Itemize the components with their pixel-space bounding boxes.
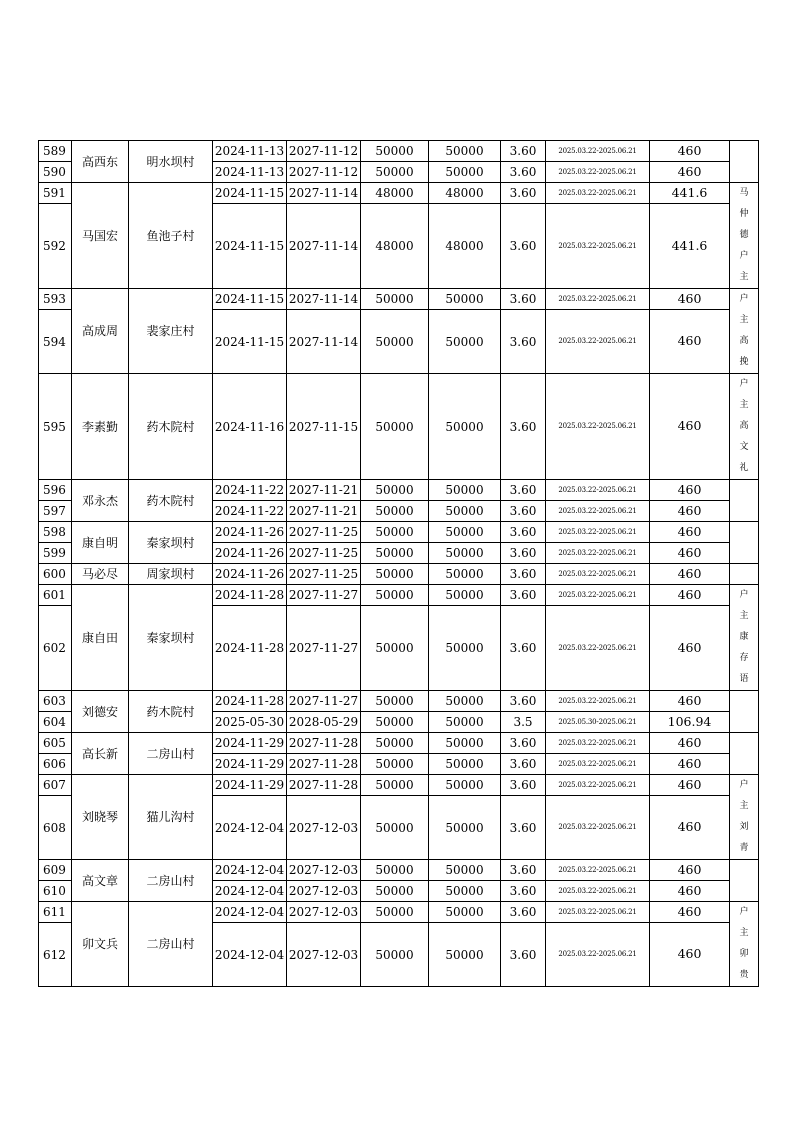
cell-rate: 3.5 xyxy=(501,712,546,733)
cell-number: 598 xyxy=(39,522,72,543)
note-char: 主 xyxy=(739,315,749,325)
note-char: 存 xyxy=(739,653,749,663)
cell-period: 2025.03.22-2025.06.21 xyxy=(546,860,650,881)
cell-note xyxy=(730,289,759,374)
cell-interest-amount: 441.6 xyxy=(650,183,730,204)
cell-interest-amount: 460 xyxy=(650,860,730,881)
cell-interest-amount: 460 xyxy=(650,501,730,522)
note-char: 高 xyxy=(739,336,749,346)
cell-period: 2025.03.22-2025.06.21 xyxy=(546,881,650,902)
cell-note xyxy=(730,522,759,564)
cell-note xyxy=(730,480,759,522)
cell-end-date: 2027-12-03 xyxy=(287,881,361,902)
cell-start-date: 2024-11-15 xyxy=(213,310,287,374)
cell-name: 卯文兵 xyxy=(72,902,129,987)
table-row xyxy=(39,564,759,585)
cell-village: 二房山村 xyxy=(129,902,213,987)
table-row xyxy=(39,480,759,501)
cell-loan-amount: 50000 xyxy=(361,141,429,162)
cell-note xyxy=(730,691,759,733)
cell-interest-amount: 460 xyxy=(650,733,730,754)
note-char: 户 xyxy=(739,590,749,600)
cell-period: 2025.03.22-2025.06.21 xyxy=(546,183,650,204)
cell-name: 高西东 xyxy=(72,141,129,183)
cell-start-date: 2024-11-22 xyxy=(213,501,287,522)
table-row xyxy=(39,733,759,754)
cell-loan-amount: 50000 xyxy=(361,881,429,902)
cell-loan-amount: 48000 xyxy=(361,183,429,204)
cell-end-date: 2027-11-27 xyxy=(287,691,361,712)
cell-number: 590 xyxy=(39,162,72,183)
cell-period: 2025.03.22-2025.06.21 xyxy=(546,691,650,712)
cell-interest-base: 50000 xyxy=(429,881,501,902)
cell-end-date: 2027-11-27 xyxy=(287,585,361,606)
cell-village: 二房山村 xyxy=(129,860,213,902)
cell-interest-amount: 460 xyxy=(650,564,730,585)
cell-village: 周家坝村 xyxy=(129,564,213,585)
cell-start-date: 2024-12-04 xyxy=(213,881,287,902)
cell-start-date: 2024-11-15 xyxy=(213,204,287,289)
cell-interest-base: 50000 xyxy=(429,310,501,374)
cell-name: 马国宏 xyxy=(72,183,129,289)
cell-interest-base: 50000 xyxy=(429,141,501,162)
cell-loan-amount: 50000 xyxy=(361,796,429,860)
cell-period: 2025.03.22-2025.06.21 xyxy=(546,606,650,691)
cell-interest-amount: 460 xyxy=(650,754,730,775)
cell-interest-base: 50000 xyxy=(429,754,501,775)
loan-interest-table xyxy=(38,140,759,987)
note-char: 户 xyxy=(739,907,749,917)
table-row xyxy=(39,289,759,310)
cell-interest-amount: 460 xyxy=(650,289,730,310)
cell-start-date: 2024-11-22 xyxy=(213,480,287,501)
note-char: 挽 xyxy=(739,357,749,367)
cell-end-date: 2027-11-21 xyxy=(287,501,361,522)
table-row xyxy=(39,585,759,606)
cell-end-date: 2027-12-03 xyxy=(287,902,361,923)
cell-interest-base: 50000 xyxy=(429,501,501,522)
note-char: 刘 xyxy=(739,822,749,832)
cell-interest-amount: 460 xyxy=(650,141,730,162)
note-char: 户 xyxy=(739,294,749,304)
cell-interest-amount: 460 xyxy=(650,480,730,501)
cell-interest-base: 50000 xyxy=(429,289,501,310)
note-char: 卯 xyxy=(739,949,749,959)
cell-interest-base: 50000 xyxy=(429,480,501,501)
cell-period: 2025.03.22-2025.06.21 xyxy=(546,902,650,923)
cell-start-date: 2024-11-26 xyxy=(213,522,287,543)
cell-rate: 3.60 xyxy=(501,480,546,501)
cell-end-date: 2027-11-14 xyxy=(287,204,361,289)
table-row xyxy=(39,374,759,480)
cell-rate: 3.60 xyxy=(501,775,546,796)
cell-period: 2025.03.22-2025.06.21 xyxy=(546,162,650,183)
cell-interest-base: 50000 xyxy=(429,522,501,543)
cell-rate: 3.60 xyxy=(501,204,546,289)
cell-rate: 3.60 xyxy=(501,902,546,923)
cell-rate: 3.60 xyxy=(501,585,546,606)
cell-start-date: 2024-11-28 xyxy=(213,585,287,606)
cell-period: 2025.03.22-2025.06.21 xyxy=(546,310,650,374)
cell-number: 610 xyxy=(39,881,72,902)
cell-interest-amount: 460 xyxy=(650,691,730,712)
cell-rate: 3.60 xyxy=(501,606,546,691)
cell-interest-base: 50000 xyxy=(429,775,501,796)
cell-number: 609 xyxy=(39,860,72,881)
cell-loan-amount: 50000 xyxy=(361,585,429,606)
note-char: 主 xyxy=(739,400,749,410)
note-char: 户 xyxy=(739,379,749,389)
cell-start-date: 2024-12-04 xyxy=(213,902,287,923)
cell-end-date: 2027-11-28 xyxy=(287,733,361,754)
cell-end-date: 2027-11-25 xyxy=(287,564,361,585)
cell-loan-amount: 48000 xyxy=(361,204,429,289)
cell-village: 药木院村 xyxy=(129,480,213,522)
cell-loan-amount: 50000 xyxy=(361,543,429,564)
cell-period: 2025.03.22-2025.06.21 xyxy=(546,374,650,480)
cell-interest-base: 50000 xyxy=(429,796,501,860)
cell-rate: 3.60 xyxy=(501,860,546,881)
table-row xyxy=(39,141,759,162)
cell-period: 2025.05.30-2025.06.21 xyxy=(546,712,650,733)
cell-interest-amount: 460 xyxy=(650,881,730,902)
cell-name: 康自明 xyxy=(72,522,129,564)
cell-village: 药木院村 xyxy=(129,691,213,733)
cell-note xyxy=(730,374,759,480)
cell-start-date: 2024-12-04 xyxy=(213,923,287,987)
cell-loan-amount: 50000 xyxy=(361,501,429,522)
cell-number: 606 xyxy=(39,754,72,775)
cell-name: 高长新 xyxy=(72,733,129,775)
note-char: 户 xyxy=(739,251,749,261)
cell-loan-amount: 50000 xyxy=(361,564,429,585)
cell-period: 2025.03.22-2025.06.21 xyxy=(546,585,650,606)
table-row xyxy=(39,775,759,796)
cell-period: 2025.03.22-2025.06.21 xyxy=(546,204,650,289)
cell-rate: 3.60 xyxy=(501,691,546,712)
cell-name: 马必尽 xyxy=(72,564,129,585)
cell-start-date: 2024-11-28 xyxy=(213,606,287,691)
cell-start-date: 2024-11-16 xyxy=(213,374,287,480)
cell-rate: 3.60 xyxy=(501,374,546,480)
cell-period: 2025.03.22-2025.06.21 xyxy=(546,480,650,501)
cell-rate: 3.60 xyxy=(501,289,546,310)
note-char: 贵 xyxy=(739,970,749,980)
cell-start-date: 2024-11-29 xyxy=(213,754,287,775)
cell-interest-base: 50000 xyxy=(429,606,501,691)
cell-interest-base: 48000 xyxy=(429,183,501,204)
cell-loan-amount: 50000 xyxy=(361,691,429,712)
cell-number: 599 xyxy=(39,543,72,564)
cell-rate: 3.60 xyxy=(501,162,546,183)
note-char: 高 xyxy=(739,421,749,431)
cell-interest-amount: 460 xyxy=(650,374,730,480)
cell-interest-amount: 460 xyxy=(650,310,730,374)
cell-rate: 3.60 xyxy=(501,564,546,585)
cell-village: 明水坝村 xyxy=(129,141,213,183)
cell-number: 607 xyxy=(39,775,72,796)
cell-start-date: 2025-05-30 xyxy=(213,712,287,733)
cell-loan-amount: 50000 xyxy=(361,374,429,480)
cell-loan-amount: 50000 xyxy=(361,923,429,987)
cell-loan-amount: 50000 xyxy=(361,162,429,183)
cell-number: 591 xyxy=(39,183,72,204)
cell-rate: 3.60 xyxy=(501,796,546,860)
cell-village: 二房山村 xyxy=(129,733,213,775)
note-char: 主 xyxy=(739,272,749,282)
cell-interest-base: 50000 xyxy=(429,162,501,183)
cell-interest-base: 50000 xyxy=(429,712,501,733)
cell-note xyxy=(730,564,759,585)
cell-number: 595 xyxy=(39,374,72,480)
cell-period: 2025.03.22-2025.06.21 xyxy=(546,733,650,754)
cell-interest-base: 50000 xyxy=(429,733,501,754)
cell-loan-amount: 50000 xyxy=(361,289,429,310)
cell-number: 608 xyxy=(39,796,72,860)
cell-end-date: 2027-11-12 xyxy=(287,141,361,162)
cell-interest-base: 50000 xyxy=(429,374,501,480)
cell-end-date: 2027-11-14 xyxy=(287,183,361,204)
cell-name: 康自田 xyxy=(72,585,129,691)
cell-note xyxy=(730,141,759,183)
table-row xyxy=(39,522,759,543)
cell-loan-amount: 50000 xyxy=(361,522,429,543)
cell-interest-amount: 106.94 xyxy=(650,712,730,733)
note-char: 主 xyxy=(739,611,749,621)
cell-name: 高文章 xyxy=(72,860,129,902)
cell-village: 秦家坝村 xyxy=(129,585,213,691)
note-char: 主 xyxy=(739,801,749,811)
cell-end-date: 2027-11-28 xyxy=(287,754,361,775)
cell-interest-amount: 460 xyxy=(650,162,730,183)
cell-interest-amount: 460 xyxy=(650,585,730,606)
cell-period: 2025.03.22-2025.06.21 xyxy=(546,522,650,543)
cell-period: 2025.03.22-2025.06.21 xyxy=(546,289,650,310)
note-char: 户 xyxy=(739,780,749,790)
cell-interest-amount: 460 xyxy=(650,796,730,860)
cell-rate: 3.60 xyxy=(501,754,546,775)
note-char: 康 xyxy=(739,632,749,642)
cell-village: 裴家庄村 xyxy=(129,289,213,374)
cell-number: 592 xyxy=(39,204,72,289)
cell-loan-amount: 50000 xyxy=(361,733,429,754)
cell-interest-amount: 441.6 xyxy=(650,204,730,289)
cell-name: 李素勤 xyxy=(72,374,129,480)
note-char: 主 xyxy=(739,928,749,938)
cell-interest-amount: 460 xyxy=(650,923,730,987)
cell-end-date: 2027-11-12 xyxy=(287,162,361,183)
cell-interest-base: 50000 xyxy=(429,902,501,923)
cell-start-date: 2024-12-04 xyxy=(213,796,287,860)
cell-period: 2025.03.22-2025.06.21 xyxy=(546,796,650,860)
cell-rate: 3.60 xyxy=(501,183,546,204)
table-row xyxy=(39,183,759,204)
note-char: 马 xyxy=(739,188,749,198)
cell-end-date: 2027-12-03 xyxy=(287,796,361,860)
cell-loan-amount: 50000 xyxy=(361,860,429,881)
cell-end-date: 2027-11-28 xyxy=(287,775,361,796)
cell-rate: 3.60 xyxy=(501,310,546,374)
cell-name: 刘晓琴 xyxy=(72,775,129,860)
cell-interest-amount: 460 xyxy=(650,902,730,923)
note-char: 语 xyxy=(739,674,749,684)
cell-end-date: 2027-12-03 xyxy=(287,923,361,987)
cell-loan-amount: 50000 xyxy=(361,606,429,691)
cell-note xyxy=(730,733,759,775)
cell-village: 药木院村 xyxy=(129,374,213,480)
cell-loan-amount: 50000 xyxy=(361,902,429,923)
cell-number: 612 xyxy=(39,923,72,987)
cell-note xyxy=(730,775,759,860)
cell-period: 2025.03.22-2025.06.21 xyxy=(546,543,650,564)
cell-start-date: 2024-12-04 xyxy=(213,860,287,881)
cell-end-date: 2027-11-14 xyxy=(287,289,361,310)
cell-rate: 3.60 xyxy=(501,522,546,543)
cell-period: 2025.03.22-2025.06.21 xyxy=(546,754,650,775)
cell-start-date: 2024-11-26 xyxy=(213,543,287,564)
cell-interest-amount: 460 xyxy=(650,543,730,564)
table-row xyxy=(39,691,759,712)
cell-interest-base: 50000 xyxy=(429,860,501,881)
cell-name: 邓永杰 xyxy=(72,480,129,522)
cell-rate: 3.60 xyxy=(501,543,546,564)
cell-end-date: 2027-12-03 xyxy=(287,860,361,881)
cell-number: 600 xyxy=(39,564,72,585)
cell-village: 猫儿沟村 xyxy=(129,775,213,860)
cell-interest-base: 50000 xyxy=(429,585,501,606)
cell-interest-amount: 460 xyxy=(650,775,730,796)
cell-start-date: 2024-11-15 xyxy=(213,289,287,310)
cell-rate: 3.60 xyxy=(501,733,546,754)
cell-note xyxy=(730,902,759,987)
note-char: 文 xyxy=(739,442,749,452)
cell-rate: 3.60 xyxy=(501,141,546,162)
cell-period: 2025.03.22-2025.06.21 xyxy=(546,501,650,522)
cell-name: 高成周 xyxy=(72,289,129,374)
cell-start-date: 2024-11-29 xyxy=(213,733,287,754)
note-char: 德 xyxy=(739,230,749,240)
cell-number: 601 xyxy=(39,585,72,606)
cell-end-date: 2027-11-25 xyxy=(287,543,361,564)
cell-village: 鱼池子村 xyxy=(129,183,213,289)
cell-village: 秦家坝村 xyxy=(129,522,213,564)
cell-loan-amount: 50000 xyxy=(361,775,429,796)
cell-number: 593 xyxy=(39,289,72,310)
cell-end-date: 2027-11-14 xyxy=(287,310,361,374)
cell-start-date: 2024-11-28 xyxy=(213,691,287,712)
cell-end-date: 2027-11-27 xyxy=(287,606,361,691)
cell-period: 2025.03.22-2025.06.21 xyxy=(546,564,650,585)
note-char: 礼 xyxy=(739,463,749,473)
cell-rate: 3.60 xyxy=(501,501,546,522)
cell-period: 2025.03.22-2025.06.21 xyxy=(546,775,650,796)
cell-end-date: 2027-11-15 xyxy=(287,374,361,480)
cell-start-date: 2024-11-13 xyxy=(213,141,287,162)
cell-interest-base: 50000 xyxy=(429,691,501,712)
cell-note xyxy=(730,183,759,289)
cell-rate: 3.60 xyxy=(501,881,546,902)
table-row xyxy=(39,902,759,923)
cell-period: 2025.03.22-2025.06.21 xyxy=(546,923,650,987)
cell-name: 刘德安 xyxy=(72,691,129,733)
cell-note xyxy=(730,860,759,902)
cell-interest-base: 50000 xyxy=(429,564,501,585)
cell-end-date: 2027-11-21 xyxy=(287,480,361,501)
cell-start-date: 2024-11-13 xyxy=(213,162,287,183)
cell-end-date: 2027-11-25 xyxy=(287,522,361,543)
cell-rate: 3.60 xyxy=(501,923,546,987)
table-row xyxy=(39,860,759,881)
cell-interest-base: 50000 xyxy=(429,543,501,564)
cell-interest-base: 48000 xyxy=(429,204,501,289)
cell-number: 602 xyxy=(39,606,72,691)
cell-number: 605 xyxy=(39,733,72,754)
cell-number: 603 xyxy=(39,691,72,712)
table-body xyxy=(39,141,759,987)
cell-note xyxy=(730,585,759,691)
cell-number: 611 xyxy=(39,902,72,923)
cell-start-date: 2024-11-15 xyxy=(213,183,287,204)
cell-interest-amount: 460 xyxy=(650,606,730,691)
cell-loan-amount: 50000 xyxy=(361,754,429,775)
cell-loan-amount: 50000 xyxy=(361,480,429,501)
cell-period: 2025.03.22-2025.06.21 xyxy=(546,141,650,162)
cell-number: 604 xyxy=(39,712,72,733)
note-char: 青 xyxy=(739,843,749,853)
cell-number: 596 xyxy=(39,480,72,501)
cell-loan-amount: 50000 xyxy=(361,310,429,374)
note-char: 仲 xyxy=(739,209,749,219)
cell-interest-base: 50000 xyxy=(429,923,501,987)
cell-loan-amount: 50000 xyxy=(361,712,429,733)
cell-end-date: 2028-05-29 xyxy=(287,712,361,733)
cell-number: 597 xyxy=(39,501,72,522)
cell-number: 594 xyxy=(39,310,72,374)
cell-number: 589 xyxy=(39,141,72,162)
cell-interest-amount: 460 xyxy=(650,522,730,543)
cell-start-date: 2024-11-26 xyxy=(213,564,287,585)
cell-start-date: 2024-11-29 xyxy=(213,775,287,796)
